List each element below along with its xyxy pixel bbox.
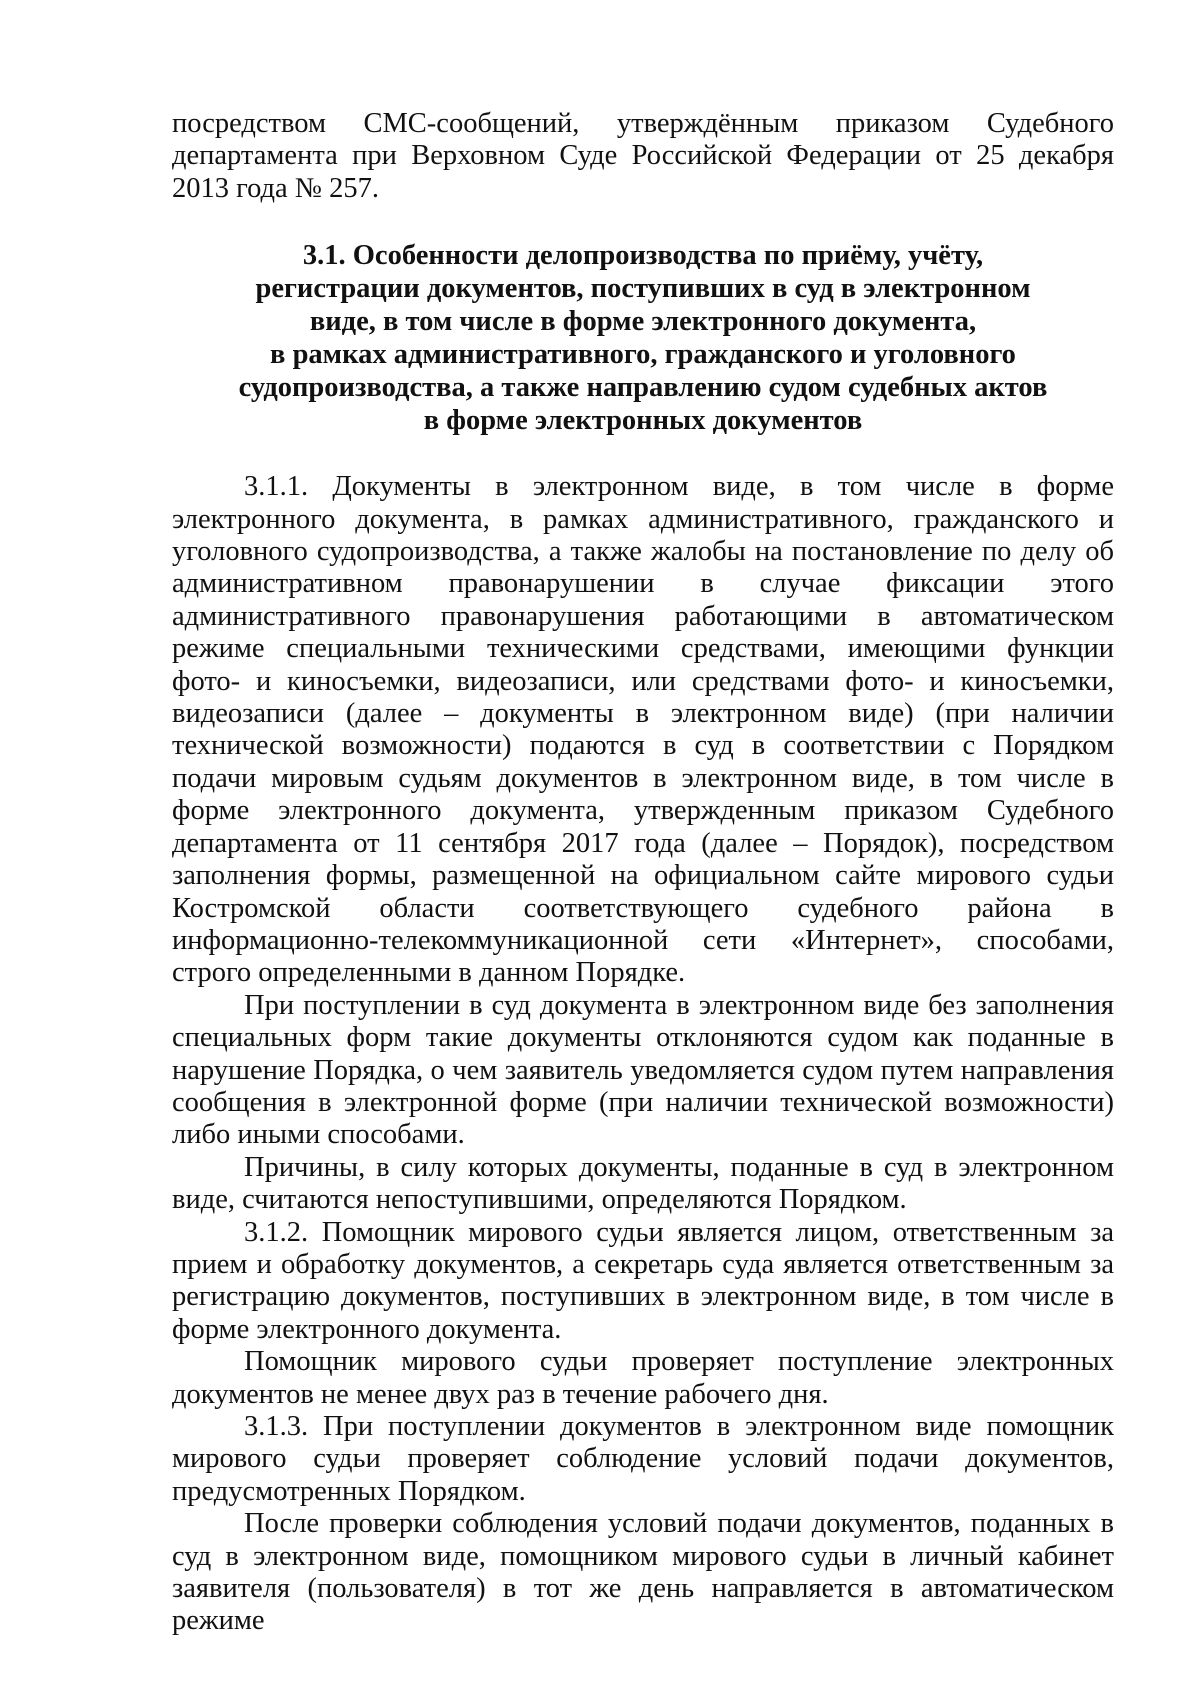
paragraph-check-frequency: Помощник мирового судьи проверяет поступление электронных документов не менее двух раз в течение рабочего дня.: [172, 1346, 1114, 1410]
document-page: [172, 108, 1114, 1638]
paragraph-reasons: Причины, в силу которых документы, поданные в суд в электронном виде, считаются непоступившими, определяются Порядком.: [172, 1151, 1114, 1216]
intro-paragraph: посредством СМС-сообщений, утверждённым приказом Судебного департамента при Верховном Суде Российской Федерации от 25 декабря 2013 года № 257.: [172, 108, 1114, 204]
paragraph-3-1-3: 3.1.3. При поступлении документов в электронном виде помощник мирового судьи проверяет соблюдение условий подачи документов, предусмотренных Порядком.: [172, 1411, 1114, 1507]
paragraph-after-check: После проверки соблюдения условий подачи документов, поданных в суд в электронном виде, помощником мирового судьи в личный кабинет заявителя (пользователя) в тот же день направляется в автоматическом режиме: [172, 1508, 1114, 1637]
section-heading: [172, 239, 1114, 437]
paragraph-rejection: При поступлении в суд документа в электронном виде без заполнения специальных форм такие документы отклоняются судом как поданные в нарушение Порядка, о чем заявитель уведомляется судом путем направления сообщения в электронной форме (при наличии технической возможности) либо иными способами.: [172, 989, 1114, 1151]
section-heading-line: в форме электронных документов: [423, 405, 863, 437]
section-heading-line: регистрации документов, поступивших в суд в электронном: [255, 273, 1031, 305]
section-heading-line: виде, в том числе в форме электронного документа,: [309, 306, 977, 338]
paragraph-3-1-1: 3.1.1. Документы в электронном виде, в том числе в форме электронного документа, в рамках административного, гражданского и уголовного судопроизводства, а также жалобы на постановление по делу об административном правонарушении в случае фиксации этого административного правонарушения работающими в автоматическом режиме специальными техническими средствами, имеющими функции фото- и киносъемки, видеозаписи, или средствами фото- и киносъемки, видеозаписи (далее – документы в электронном виде) (при наличии технической возможности) подаются в суд в соответствии с Порядком подачи мировым судьям документов в электронном виде, в том числе в форме электронного документа, утвержденным приказом Судебного департамента от 11 сентября 2017 года (далее – Порядок), посредством заполнения формы, размещенной на официальном сайте мирового судьи Костромской области соответствующего судебного района в информационно-телекоммуникационной сети «Интернет», способами, строго определенными в данном Порядке.: [172, 471, 1114, 989]
section-heading-line: судопроизводства, а также направлению судом судебных актов: [238, 372, 1048, 404]
section-heading-line: в рамках административного, гражданского и уголовного: [270, 339, 1016, 371]
paragraph-3-1-2: 3.1.2. Помощник мирового судьи является лицом, ответственным за прием и обработку документов, а секретарь суда является ответственным за регистрацию документов, поступивших в электронном виде, в том числе в форме электронного документа.: [172, 1216, 1114, 1345]
section-heading-line: 3.1. Особенности делопроизводства по приёму, учёту,: [302, 240, 984, 272]
